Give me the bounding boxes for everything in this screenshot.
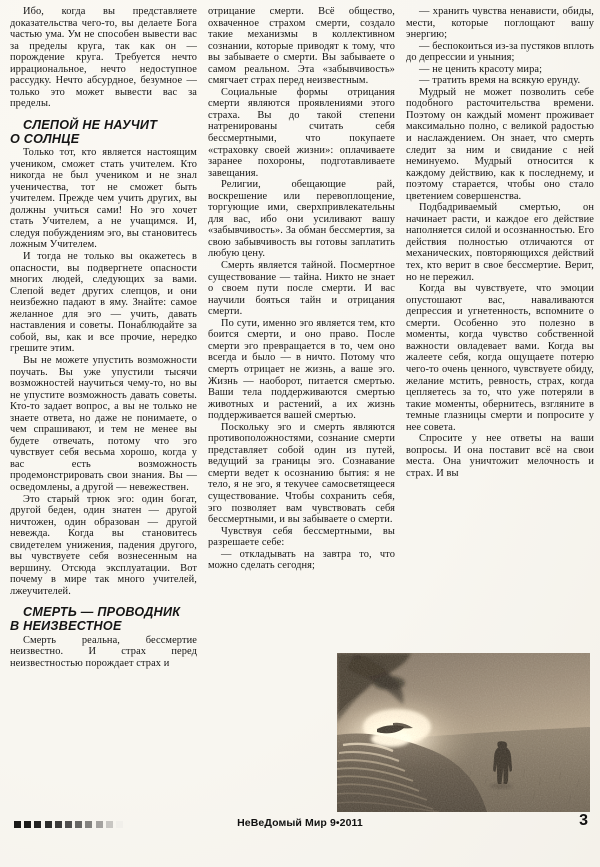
paragraph: И тогда не только вы окажетесь в опасности, вы подвергнете опасности многих людей, следующих за вами. Слепой ведет других слепцов, и они неизбежно падают в яму. Знайте: самое желанное для эго — учить, давать наставления и советы. Понаблюдайте за собой, вы, как и все прочие, нередко грешите этим. xyxy=(10,251,197,355)
section-heading-death-guide xyxy=(10,606,197,633)
text-column-1 xyxy=(10,6,197,812)
page-footer xyxy=(0,812,600,867)
list-item: — беспокоиться из-за пустяков вплоть до депрессии и уныния; xyxy=(406,40,594,64)
paragraph: Религии, обещающие рай, воскрешение или перевоплощение, торгующие ими, сверхпривлекательны для вас, ибо они усиливают вашу «забывчивость». За обман бессмертия, за свою забывчивость вы готовы заплатить любую цену. xyxy=(208,179,395,260)
heading-line-1: СМЕРТЬ — ПРОВОДНИК xyxy=(23,605,181,620)
text-column-3 xyxy=(406,6,594,646)
paragraph: Это старый трюк эго: один богат, другой беден, один знатен — другой ничтожен, один образован — другой невежда. Когда вы становитесь свидетелем унижения, падения другого, вы чувствуете себя вознесенным на вершину. Отсюда эксплуатации. Вот почему в мире так много учителей, лжеучителей. xyxy=(10,493,197,597)
paragraph: Вы не можете упустить возможности поучать. Вы уже упустили тысячи возможностей научиться чему-то, но вы не упустите возможность давать советы. Кто-то задает вопрос, а вы не только не знаете ответа, но даже не понимаете, о чем спрашивают, и тем не менее вы будете отвечать, потому что эго чувствует себя весьма хорошо, когда у вас есть возможность продемонстрировать свои знания. Вы — осведомлены, а другой — невежествен. xyxy=(10,354,197,493)
list-item: — откладывать на завтра то, что можно сделать сегодня; xyxy=(208,548,395,572)
magazine-title-footer: НеВеДомый Мир 9•2011 xyxy=(237,817,363,829)
paragraph: Мудрый не может позволить себе подобного расточительства времени. Поэтому он каждый момент проживает максимально полно, с великой радостью и наслаждением. Он знает, что смерть следит за ним и свидание с ней неминуемо. Мудрый относится к каждому действию, как к последнему, и поэтому старается, чтобы оно стало цветением совершенства. xyxy=(406,86,594,202)
paragraph: Подбадриваемый смертью, он начинает расти, и каждое его действие наполняется силой и осознанностью. Его действия полностью отличаются от механических, повторяющихся действий тех, кто верит в свое бессмертие. Верит, но не пережил. xyxy=(406,202,594,283)
heading-line-2: О СОЛНЦЕ xyxy=(10,131,80,146)
heading-line-1: СЛЕПОЙ НЕ НАУЧИТ xyxy=(23,117,158,132)
paragraph: Только тот, кто является настоящим учеником, сможет стать учителем. Кто никогда не был учеником и не знал ученичества, тот не сможет быть учителем. Прежде чем учить других, вы должны учиться сами! Но эго хочет стать Учителем, а не учащимся. И, следуя побуждениям эго, вы становитесь ложным Учителем. xyxy=(10,147,197,251)
paragraph: Спросите у нее ответы на ваши вопросы. И она поставит всё на свои места. Она уничтожит мелочность и страх. И вы xyxy=(406,433,594,479)
article-photo xyxy=(337,653,590,812)
paragraph-continued: отрицание смерти. Всё общество, охваченное страхом смерти, создало такие механизмы в коллективном сознании, которые приводят к тому, что вы забываете о смерти. Вы забываете о самом реальном. Эта «забывчивость» смягчает страх перед неизвестным. xyxy=(208,6,395,87)
paragraph: По сути, именно эго является тем, кто боится смерти, и оно право. После смерти эго превращается в то, чем оно всегда и было — в ничто. Потому что смерть отрицает не жизнь, а ваше эго. Жизнь — наоборот, питается смертью. Ваши тела поддерживаются смертью животных и растений, а их жизнь поддерживается вашей смертью. xyxy=(208,317,395,422)
paragraph: Смерть реальна, бессмертие неизвестно. И страх перед неизвестностью порождает страх и xyxy=(10,634,197,669)
list-item: — тратить время на всякую ерунду. xyxy=(419,75,581,87)
paragraph: Когда вы чувствуете, что эмоции опустошают вас, наваливаются депрессия и угнетенность, вспомните о смерти. Особенно это полезно в моменты, когда чувство собственной важности овладевает вами. Когда вы жалеете себя, когда ощущаете потерю чего-то очень ценного, чувствуете обиду, желание мстить, ревность, страх, когда цепляетесь за то, что уже потеряли в такие моменты, обернитесь, взгляните в темные глазницы смерти и попросите у нее совета. xyxy=(406,283,594,433)
list-item: — не ценить красоту мира; xyxy=(419,63,543,75)
list-item: — хранить чувства ненависти, обиды, мести, которые поглощают вашу энергию; xyxy=(406,6,594,41)
paragraph: Поскольку эго и смерть являются противоположностями, сознание смерти представляет собой один из путей, ведущий за границы эго. Сознавание смерти ведет к осознанию бытия: я не тело, я не эго, я текучее самосветящееся существование. Чтобы сохранить себя, эго позволяет вам чувствовать себя бессмертными, и вы забываете о смерти. xyxy=(208,421,395,526)
misty-lake-lone-figure-photo xyxy=(337,653,590,812)
paragraph: Ибо, когда вы представляете доказательства чего-то, вы делаете Бога частью ума. Ум не способен вывести вас за пределы круга, так как он — порождение круга. Требуется нечто иррациональное, нечто недоступное рассудку. Нечто абсурдное, безумное — только это может вывести вас за пределы. xyxy=(10,6,197,110)
paragraph: Чувствуя себя бессмертными, вы разрешаете себе: xyxy=(208,525,395,549)
paragraph: Смерть является тайной. Посмертное существование — тайна. Никто не знает о своем пути после смерти. И вас научили бояться тайн и отрицания смерти. xyxy=(208,260,395,318)
section-heading-blind-teacher xyxy=(10,119,197,146)
heading-line-2: В НЕИЗВЕСТНОЕ xyxy=(10,619,122,634)
page-number: 3 xyxy=(579,812,588,829)
paragraph: Социальные формы отрицания смерти являются проявлениями этого страха. Вы до такой степени натренированы считать себя бессмертными, что покупаете «страховку своей жизни»: оплачиваете заранее похороны, подготавливаете завещания. xyxy=(208,86,395,179)
